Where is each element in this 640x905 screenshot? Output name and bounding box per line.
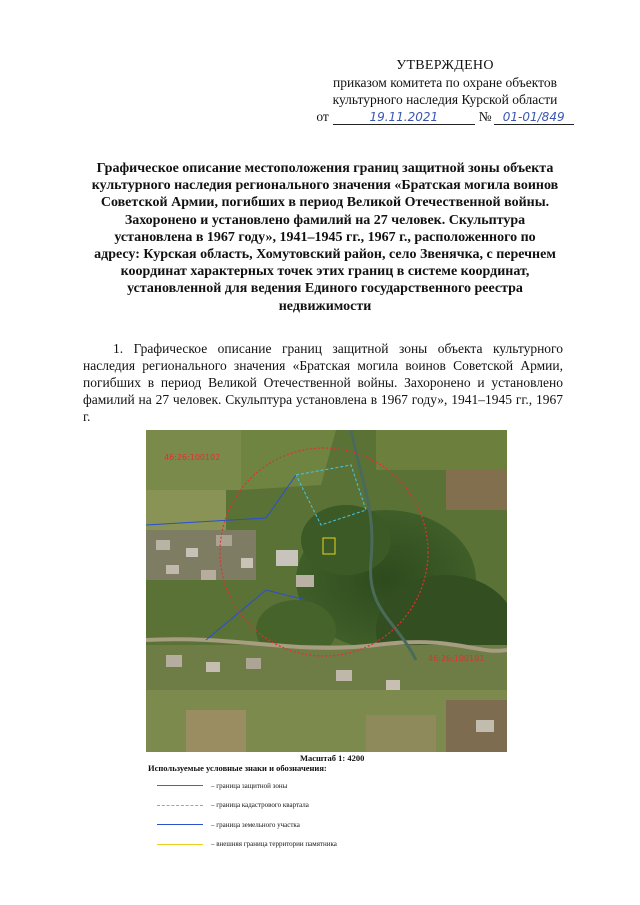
legend-label: – граница кадастрового квартала <box>211 801 309 810</box>
legend-swatch-monument-territory <box>157 844 203 845</box>
legend-title: Используемые условные знаки и обозначения: <box>148 763 327 773</box>
legend-item <box>157 815 457 835</box>
from-label: от <box>316 109 329 124</box>
document-heading: Графическое описание местоположения границ защитной зоны объекта культурного наследия регионального значения «Братская могила воинов Советской Армии, погибших в период Великой Отечественной войны. Захоронено и установлено фамилий на 27 человек. Скульптура установлена в 1967 году», 1941–1945 гг., 1967 г., расположенного по адресу: Курская область, Хомутовский район, село Звенячка, с перечнем координат характерных точек этих границ в системе координат, установленной для ведения Единого государственного реестра недвижимости <box>91 161 559 314</box>
legend-swatch-protection-zone <box>157 785 203 786</box>
legend-label: – внешняя граница территории памятника <box>211 840 337 849</box>
legend-item <box>157 796 457 816</box>
map-label-bottom: 46:26:100101 <box>428 654 485 663</box>
map-label-top: 46:26:100102 <box>164 453 221 462</box>
aerial-map <box>146 430 507 752</box>
legend-swatch-cadastral-block <box>157 805 203 806</box>
section-1-text: 1. Графическое описание границ защитной зоны объекта культурного наследия регионального значения «Братская могила воинов Советской Армии, погибших в период Великой Отечественной войны. Захоронено и установлено фамилий на 27 человек. Скульптура установлена в 1967 году», 1941–1945 гг., 1967 г. <box>83 341 563 424</box>
date-field: 19.11.2021 <box>333 110 475 125</box>
approval-line-1: приказом комитета по охране объектов <box>333 75 557 90</box>
order-number-field: 01-01/849 <box>494 110 574 125</box>
approval-date-number-line <box>300 108 590 125</box>
legend-label: – граница защитной зоны <box>211 781 288 790</box>
legend-item <box>157 776 457 796</box>
section-1-paragraph <box>83 340 563 425</box>
approval-block <box>300 57 590 125</box>
map-legend <box>157 776 457 854</box>
aerial-map-image <box>146 430 507 752</box>
legend-item <box>157 835 457 855</box>
legend-swatch-land-plot <box>157 824 203 825</box>
map-scale: Масштаб 1: 4200 <box>300 753 365 763</box>
approval-title: УТВЕРЖДЕНО <box>396 58 494 73</box>
number-label: № <box>478 109 492 124</box>
approval-line-2: культурного наследия Курской области <box>332 92 558 107</box>
legend-label: – граница земельного участка <box>211 820 300 829</box>
